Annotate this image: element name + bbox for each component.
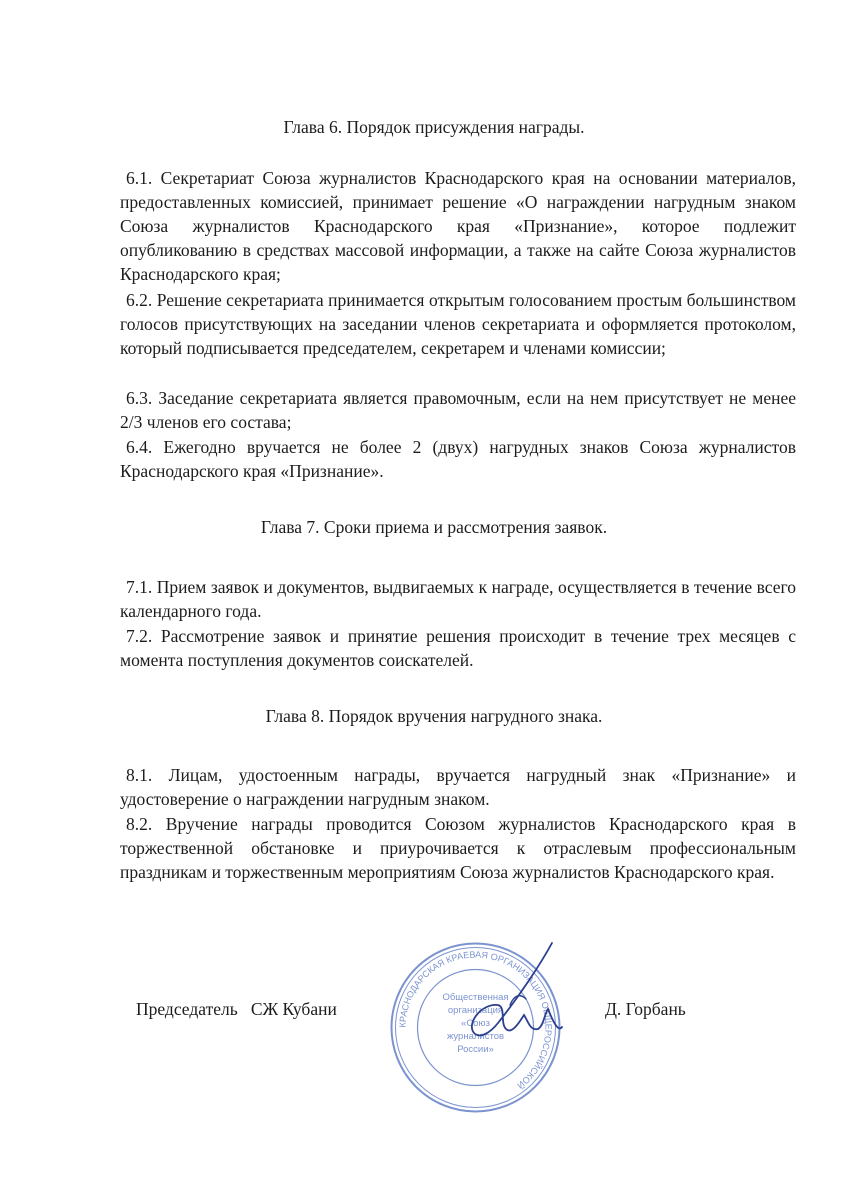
paragraph-6-1: 6.1. Секретариат Союза журналистов Краснодарского края на основании материалов, предоставленных комиссией, принимает решение «О награждении нагрудным знаком Союза журналистов Краснодарского края «Признание», которое подлежит опубликованию в средствах массовой информации, а также на сайте Союза журналистов Краснодарского края; [120,168,796,284]
signatory-title: Председатель СЖ Кубани [136,999,337,1019]
paragraph-6-2: 6.2. Решение секретариата принимается открытым голосованием простым большинством голосов присутствующих на заседании членов секретариата и оформляется протоколом, который подписывается председателем, секретарем и членами комиссии; [120,290,796,358]
stamp-ring-text: КРАСНОДАРСКАЯ КРАЕВАЯ ОРГАНИЗАЦИЯ ОБЩЕРОССИЙСКОЙ [397,949,554,1091]
paragraph-8-1: 8.1. Лицам, удостоенным награды, вручается нагрудный знак «Признание» и удостоверение о награждении нагрудным знаком. [120,765,796,809]
handwritten-signature [440,935,580,1045]
chapter-8-title: Глава 8. Порядок вручения нагрудного знака. [265,706,603,726]
signatory-name: Д. Горбань [605,999,686,1019]
stamp-line-4: журналистов [446,1031,505,1042]
stamp-line-2: организация [447,1005,504,1016]
chapter-7-title: Глава 7. Сроки приема и рассмотрения заявок. [260,517,608,537]
paragraph-7-1: 7.1. Прием заявок и документов, выдвигаемых к награде, осуществляется в течение всего календарного года. [120,577,796,621]
paragraph-6-3: 6.3. Заседание секретариата является правомочным, если на нем присутствует не менее 2/3 членов его состава; [120,388,796,432]
stamp-line-3: «Союз [461,1018,490,1029]
chapter-6-title: Глава 6. Порядок присуждения награды. [283,117,585,137]
paragraph-8-2: 8.2. Вручение награды проводится Союзом журналистов Краснодарского края в торжественной обстановке и приурочивается к отраслевым профессиональным праздникам и торжественным мероприятиям Союза журналистов Краснодарского края. [120,814,796,882]
paragraph-7-2: 7.2. Рассмотрение заявок и принятие решения происходит в течение трех месяцев с момента поступления документов соискателей. [120,626,796,670]
stamp-line-1: Общественная [442,992,509,1003]
stamp-line-5: России» [457,1044,494,1055]
paragraph-6-4: 6.4. Ежегодно вручается не более 2 (двух) нагрудных знаков Союза журналистов Краснодарского края «Признание». [120,437,796,481]
